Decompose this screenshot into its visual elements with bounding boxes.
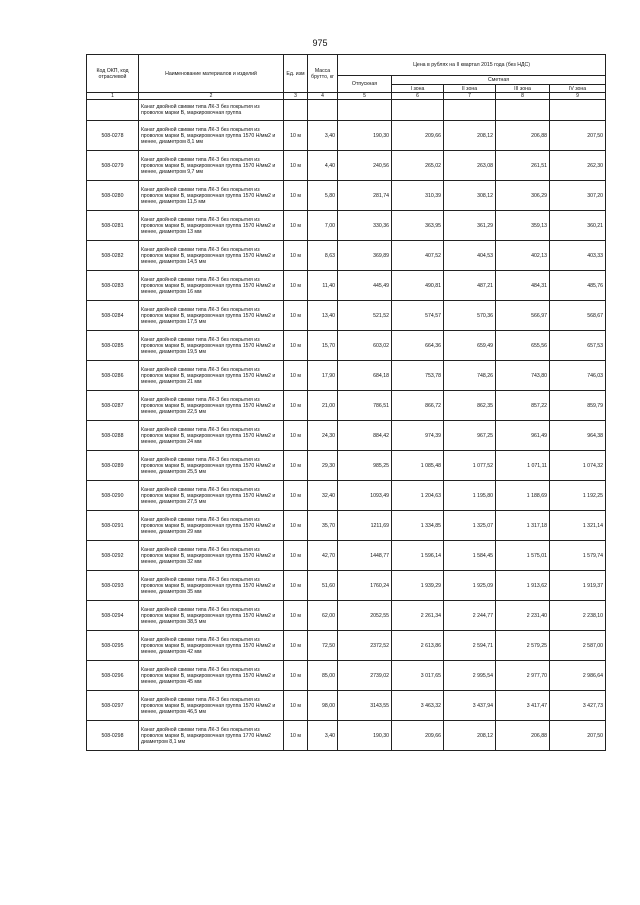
item-unit: 10 м [284, 331, 308, 361]
item-mass: 24,30 [308, 421, 338, 451]
price-zone-4: 307,20 [550, 181, 606, 211]
item-code: 508-0294 [87, 601, 139, 631]
price-table [86, 54, 606, 751]
table-row [87, 691, 606, 721]
table-row [87, 421, 606, 451]
price-zone-3: 1 913,62 [496, 571, 550, 601]
item-name: Канат двойной свивки типа ЛК-З без покрытия из проволок марки В, маркировочная группа 1570 Н/мм2 и менее, диаметром 16 мм [139, 271, 284, 301]
column-number: 3 [284, 93, 308, 100]
price-zone-3: 1 575,01 [496, 541, 550, 571]
item-unit: 10 м [284, 241, 308, 271]
header-zone-4: IV зона [550, 85, 606, 93]
item-name: Канат двойной свивки типа ЛК-З без покрытия из проволок марки В, маркировочная группа 1570 Н/мм2 и менее, диаметром 27,5 мм [139, 481, 284, 511]
header-zone-1: I зона [392, 85, 444, 93]
column-number-row [87, 93, 606, 100]
item-mass: 72,50 [308, 631, 338, 661]
price-zone-3: 566,97 [496, 301, 550, 331]
table-row [87, 211, 606, 241]
item-name: Канат двойной свивки типа ЛК-З без покрытия из проволок марки В, маркировочная группа 1570 Н/мм2 и менее, диаметром 29 мм [139, 511, 284, 541]
price-zone-1: 664,36 [392, 331, 444, 361]
table-row [87, 511, 606, 541]
column-number: 6 [392, 93, 444, 100]
item-mass: 42,70 [308, 541, 338, 571]
column-number: 2 [139, 93, 284, 100]
price-zone-4: 485,76 [550, 271, 606, 301]
price-zone-1: 2 261,34 [392, 601, 444, 631]
price-zone-2: 487,21 [444, 271, 496, 301]
price-zone-4: 207,50 [550, 721, 606, 751]
item-mass: 85,00 [308, 661, 338, 691]
table-row [87, 391, 606, 421]
item-mass: 7,00 [308, 211, 338, 241]
price-zone-1: 265,02 [392, 151, 444, 181]
price-zone-3: 857,22 [496, 391, 550, 421]
item-code: 508-0280 [87, 181, 139, 211]
item-name: Канат двойной свивки типа ЛК-З без покрытия из проволок марки В, маркировочная группа 1570 Н/мм2 и менее, диаметром 24 мм [139, 421, 284, 451]
price-otpusknaya: 369,89 [338, 241, 392, 271]
item-unit: 10 м [284, 511, 308, 541]
item-unit: 10 м [284, 121, 308, 151]
price-zone-3: 2 231,40 [496, 601, 550, 631]
item-code: 508-0281 [87, 211, 139, 241]
header-mass: Масса брутто, кг [308, 55, 338, 93]
item-mass: 29,30 [308, 451, 338, 481]
item-unit: 10 м [284, 361, 308, 391]
item-unit: 10 м [284, 271, 308, 301]
item-mass: 17,90 [308, 361, 338, 391]
price-zone-3: 261,51 [496, 151, 550, 181]
price-otpusknaya: 2739,02 [338, 661, 392, 691]
item-unit: 10 м [284, 211, 308, 241]
price-zone-4: 2 986,64 [550, 661, 606, 691]
item-code: 508-0293 [87, 571, 139, 601]
price-otpusknaya: 684,18 [338, 361, 392, 391]
item-mass: 51,60 [308, 571, 338, 601]
table-row [87, 721, 606, 751]
price-zone-1: 974,39 [392, 421, 444, 451]
item-mass: 35,70 [308, 511, 338, 541]
item-unit: 10 м [284, 481, 308, 511]
item-code: 508-0292 [87, 541, 139, 571]
item-name: Канат двойной свивки типа ЛК-З без покрытия из проволок марки В, маркировочная группа 1570 Н/мм2 и менее, диаметром 25,5 мм [139, 451, 284, 481]
price-zone-4: 1 321,14 [550, 511, 606, 541]
price-zone-4: 1 579,74 [550, 541, 606, 571]
column-number: 1 [87, 93, 139, 100]
price-zone-1: 3 463,32 [392, 691, 444, 721]
item-name: Канат двойной свивки типа ЛК-З без покрытия из проволок марки В, маркировочная группа 1570 Н/мм2 и менее, диаметром 9,7 мм [139, 151, 284, 181]
item-unit: 10 м [284, 601, 308, 631]
header-zone-3: III зона [496, 85, 550, 93]
item-code: 508-0291 [87, 511, 139, 541]
price-otpusknaya: 1211,69 [338, 511, 392, 541]
price-zone-2: 208,12 [444, 121, 496, 151]
price-otpusknaya: 786,51 [338, 391, 392, 421]
table-row [87, 451, 606, 481]
price-otpusknaya: 1448,77 [338, 541, 392, 571]
table-row [87, 241, 606, 271]
item-mass: 8,63 [308, 241, 338, 271]
table-row [87, 331, 606, 361]
price-zone-1: 866,72 [392, 391, 444, 421]
table-row [87, 151, 606, 181]
price-zone-1: 1 085,48 [392, 451, 444, 481]
price-zone-2: 3 437,94 [444, 691, 496, 721]
item-code: 508-0283 [87, 271, 139, 301]
table-row [87, 361, 606, 391]
item-name: Канат двойной свивки типа ЛК-З без покрытия из проволок марки В, маркировочная группа 1570 Н/мм2 и менее, диаметром 11,5 мм [139, 181, 284, 211]
item-code: 508-0282 [87, 241, 139, 271]
price-zone-2: 862,35 [444, 391, 496, 421]
price-zone-2: 1 077,52 [444, 451, 496, 481]
item-name: Канат двойной свивки типа ЛК-З без покрытия из проволок марки В, маркировочная группа 1570 Н/мм2 и менее, диаметром 21 мм [139, 361, 284, 391]
price-zone-2: 570,36 [444, 301, 496, 331]
price-zone-3: 484,31 [496, 271, 550, 301]
price-zone-4: 262,30 [550, 151, 606, 181]
price-zone-1: 3 017,65 [392, 661, 444, 691]
price-zone-1: 574,57 [392, 301, 444, 331]
page-number: 975 [312, 38, 328, 48]
price-zone-4: 568,67 [550, 301, 606, 331]
price-zone-2: 404,53 [444, 241, 496, 271]
price-zone-2: 967,25 [444, 421, 496, 451]
price-zone-4: 859,79 [550, 391, 606, 421]
price-zone-4: 746,03 [550, 361, 606, 391]
price-otpusknaya: 2372,52 [338, 631, 392, 661]
price-zone-3: 1 071,11 [496, 451, 550, 481]
price-zone-3: 743,80 [496, 361, 550, 391]
price-zone-3: 206,88 [496, 121, 550, 151]
price-otpusknaya: 445,49 [338, 271, 392, 301]
price-otpusknaya: 884,42 [338, 421, 392, 451]
item-name: Канат двойной свивки типа ЛК-З без покрытия из проволок марки В, маркировочная группа 1570 Н/мм2 и менее, диаметром 46,5 мм [139, 691, 284, 721]
item-mass: 4,40 [308, 151, 338, 181]
item-mass: 62,00 [308, 601, 338, 631]
price-otpusknaya: 3143,55 [338, 691, 392, 721]
item-code: 508-0284 [87, 301, 139, 331]
item-code: 508-0288 [87, 421, 139, 451]
item-unit: 10 м [284, 691, 308, 721]
price-zone-3: 359,13 [496, 211, 550, 241]
column-number: 8 [496, 93, 550, 100]
header-zone-2: II зона [444, 85, 496, 93]
item-unit: 10 м [284, 391, 308, 421]
item-unit: 10 м [284, 571, 308, 601]
header-code: Код ОКП, код отраслевой [87, 55, 139, 93]
item-mass: 32,40 [308, 481, 338, 511]
price-zone-3: 306,29 [496, 181, 550, 211]
price-zone-3: 1 317,18 [496, 511, 550, 541]
table-row [87, 301, 606, 331]
item-code: 508-0278 [87, 121, 139, 151]
price-zone-3: 3 417,47 [496, 691, 550, 721]
price-zone-1: 1 334,85 [392, 511, 444, 541]
price-zone-1: 753,78 [392, 361, 444, 391]
price-zone-2: 1 195,80 [444, 481, 496, 511]
item-unit: 10 м [284, 451, 308, 481]
price-zone-4: 2 238,10 [550, 601, 606, 631]
price-zone-2: 1 325,07 [444, 511, 496, 541]
price-zone-3: 655,56 [496, 331, 550, 361]
item-name: Канат двойной свивки типа ЛК-З без покрытия из проволок марки В, маркировочная группа 1570 Н/мм2 и менее, диаметром 38,5 мм [139, 601, 284, 631]
item-unit: 10 м [284, 181, 308, 211]
item-unit: 10 м [284, 301, 308, 331]
item-mass: 3,40 [308, 121, 338, 151]
item-name: Канат двойной свивки типа ЛК-З без покрытия из проволок марки В, маркировочная группа 1570 Н/мм2 и менее, диаметром 14,5 мм [139, 241, 284, 271]
price-zone-1: 363,95 [392, 211, 444, 241]
item-name: Канат двойной свивки типа ЛК-З без покрытия из проволок марки В, маркировочная группа 1570 Н/мм2 и менее, диаметром 22,5 мм [139, 391, 284, 421]
item-mass: 15,70 [308, 331, 338, 361]
item-mass: 21,00 [308, 391, 338, 421]
price-zone-1: 209,66 [392, 121, 444, 151]
header-price-group: Цена в рублях на II квартал 2015 года (без НДС) [338, 55, 606, 76]
price-zone-2: 1 584,45 [444, 541, 496, 571]
price-zone-3: 961,49 [496, 421, 550, 451]
price-zone-4: 657,53 [550, 331, 606, 361]
price-zone-1: 490,81 [392, 271, 444, 301]
item-name: Канат двойной свивки типа ЛК-З без покрытия из проволок марки В, маркировочная группа 1570 Н/мм2 и менее, диаметром 42 мм [139, 631, 284, 661]
item-code: 508-0286 [87, 361, 139, 391]
price-zone-2: 2 995,54 [444, 661, 496, 691]
item-unit: 10 м [284, 661, 308, 691]
item-name: Канат двойной свивки типа ЛК-З без покрытия из проволок марки В, маркировочная группа 1570 Н/мм2 и менее, диаметром 32 мм [139, 541, 284, 571]
price-otpusknaya: 240,56 [338, 151, 392, 181]
price-zone-4: 1 919,37 [550, 571, 606, 601]
price-zone-3: 1 188,69 [496, 481, 550, 511]
item-code: 508-0295 [87, 631, 139, 661]
price-zone-1: 2 613,86 [392, 631, 444, 661]
table-row [87, 271, 606, 301]
item-name: Канат двойной свивки типа ЛК-З без покрытия из проволок марки В, маркировочная группа 1570 Н/мм2 и менее, диаметром 35 мм [139, 571, 284, 601]
table-row [87, 601, 606, 631]
price-zone-2: 208,12 [444, 721, 496, 751]
item-code: 508-0290 [87, 481, 139, 511]
column-number: 7 [444, 93, 496, 100]
item-name: Канат двойной свивки типа ЛК-З без покрытия из проволок марки В, маркировочная группа 1570 Н/мм2 и менее, диаметром 13 мм [139, 211, 284, 241]
price-zone-4: 1 074,32 [550, 451, 606, 481]
item-code: 508-0297 [87, 691, 139, 721]
price-zone-4: 964,38 [550, 421, 606, 451]
item-code: 508-0285 [87, 331, 139, 361]
header-otpusknaya: Отпускная [338, 76, 392, 93]
item-name: Канат двойной свивки типа ЛК-З без покрытия из проволок марки В, маркировочная группа 1570 Н/мм2 и менее, диаметром 17,5 мм [139, 301, 284, 331]
item-name: Канат двойной свивки типа ЛК-З без покрытия из проволок марки В, маркировочная группа 1570 Н/мм2 и менее, диаметром 19,5 мм [139, 331, 284, 361]
table-row [87, 661, 606, 691]
price-otpusknaya: 985,25 [338, 451, 392, 481]
price-zone-4: 3 427,73 [550, 691, 606, 721]
item-unit: 10 м [284, 541, 308, 571]
group-title-row [87, 100, 606, 121]
item-name: Канат двойной свивки типа ЛК-З без покрытия из проволок марки В, маркировочная группа 1770 Н/мм2 диаметром 8,1 мм [139, 721, 284, 751]
price-zone-3: 2 977,70 [496, 661, 550, 691]
price-otpusknaya: 1760,24 [338, 571, 392, 601]
price-zone-4: 1 192,25 [550, 481, 606, 511]
price-zone-2: 308,12 [444, 181, 496, 211]
price-zone-3: 2 579,25 [496, 631, 550, 661]
item-code: 508-0289 [87, 451, 139, 481]
price-zone-4: 207,50 [550, 121, 606, 151]
table-row [87, 481, 606, 511]
price-zone-1: 1 204,63 [392, 481, 444, 511]
item-code: 508-0279 [87, 151, 139, 181]
price-zone-2: 748,26 [444, 361, 496, 391]
price-otpusknaya: 2052,55 [338, 601, 392, 631]
item-code: 508-0298 [87, 721, 139, 751]
price-zone-2: 2 594,71 [444, 631, 496, 661]
item-code: 508-0296 [87, 661, 139, 691]
group-title: Канат двойной свивки типа ЛК-З без покрытия из проволок марки В, маркировочная группа [139, 100, 284, 121]
price-otpusknaya: 521,52 [338, 301, 392, 331]
table-row [87, 631, 606, 661]
price-zone-3: 402,13 [496, 241, 550, 271]
price-zone-1: 310,39 [392, 181, 444, 211]
column-number: 5 [338, 93, 392, 100]
item-unit: 10 м [284, 721, 308, 751]
price-otpusknaya: 1093,49 [338, 481, 392, 511]
price-otpusknaya: 281,74 [338, 181, 392, 211]
item-mass: 5,80 [308, 181, 338, 211]
item-unit: 10 м [284, 631, 308, 661]
header-unit: Ед. изм [284, 55, 308, 93]
price-zone-2: 1 925,09 [444, 571, 496, 601]
item-name: Канат двойной свивки типа ЛК-З без покрытия из проволок марки В, маркировочная группа 1570 Н/мм2 и менее, диаметром 8,1 мм [139, 121, 284, 151]
item-mass: 3,40 [308, 721, 338, 751]
item-unit: 10 м [284, 421, 308, 451]
header-smetnaya: Сметная [392, 76, 606, 85]
price-zone-1: 407,52 [392, 241, 444, 271]
price-zone-2: 659,49 [444, 331, 496, 361]
price-otpusknaya: 603,02 [338, 331, 392, 361]
item-unit: 10 м [284, 151, 308, 181]
price-zone-4: 403,33 [550, 241, 606, 271]
price-otpusknaya: 190,30 [338, 721, 392, 751]
price-zone-1: 1 939,29 [392, 571, 444, 601]
price-otpusknaya: 190,30 [338, 121, 392, 151]
table-row [87, 571, 606, 601]
item-mass: 11,40 [308, 271, 338, 301]
price-otpusknaya: 330,36 [338, 211, 392, 241]
table-row [87, 181, 606, 211]
price-zone-4: 360,21 [550, 211, 606, 241]
table-row [87, 121, 606, 151]
item-code: 508-0287 [87, 391, 139, 421]
price-zone-2: 2 244,77 [444, 601, 496, 631]
price-zone-3: 206,88 [496, 721, 550, 751]
item-name: Канат двойной свивки типа ЛК-З без покрытия из проволок марки В, маркировочная группа 1570 Н/мм2 и менее, диаметром 45 мм [139, 661, 284, 691]
item-mass: 98,00 [308, 691, 338, 721]
price-zone-1: 1 596,14 [392, 541, 444, 571]
item-mass: 13,40 [308, 301, 338, 331]
price-zone-2: 263,08 [444, 151, 496, 181]
column-number: 9 [550, 93, 606, 100]
column-number: 4 [308, 93, 338, 100]
price-zone-1: 209,66 [392, 721, 444, 751]
price-zone-2: 361,29 [444, 211, 496, 241]
header-name: Наименование материалов и изделий [139, 55, 284, 93]
table-row [87, 541, 606, 571]
price-zone-4: 2 587,00 [550, 631, 606, 661]
